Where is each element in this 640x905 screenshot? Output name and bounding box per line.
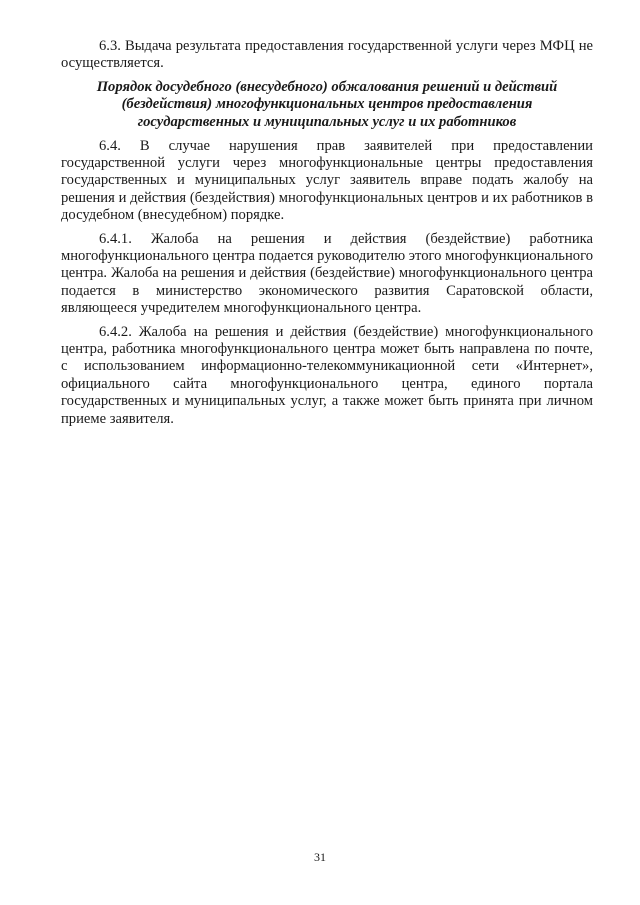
paragraph-6-4: 6.4. В случае нарушения прав заявителей при предоставлении государственной услуги через многофункциональные центры предоставления государственных и муниципальных услуг заявитель вправе подать жалобу на решения и действия (бездействия) многофункциональных центров и их работников в досудебном (внесудебном) порядке. bbox=[61, 137, 593, 224]
section-heading bbox=[61, 79, 593, 132]
paragraph-6-4-2: 6.4.2. Жалоба на решения и действия (бездействие) многофункционального центра, работника многофункционального центра может быть направлена по почте, с использованием информационно-телекоммуникационной сети «Интернет», официального сайта многофункционального центра, единого портала государственных и муниципальных услуг, а также может быть принята при личном приеме заявителя. bbox=[61, 323, 593, 427]
page-number: 31 bbox=[314, 850, 326, 864]
document-page bbox=[61, 38, 593, 434]
paragraph-6-3: 6.3. Выдача результата предоставления государственной услуги через МФЦ не осуществляется. bbox=[61, 38, 593, 72]
section-heading-line-2: (бездействия) многофункциональных центров предоставления bbox=[121, 96, 533, 113]
paragraph-6-4-1: 6.4.1. Жалоба на решения и действия (бездействие) работника многофункционального центра подается руководителю этого многофункционального центра. Жалоба на решения и действия (бездействие) многофункционального центра подается в министерство экономического развития Саратовской области, являющееся учредителем многофункционального центра. bbox=[61, 230, 593, 317]
section-heading-line-1: Порядок досудебного (внесудебного) обжалования решений и действий bbox=[96, 78, 558, 95]
section-heading-line-3: государственных и муниципальных услуг и их работников bbox=[137, 114, 517, 130]
